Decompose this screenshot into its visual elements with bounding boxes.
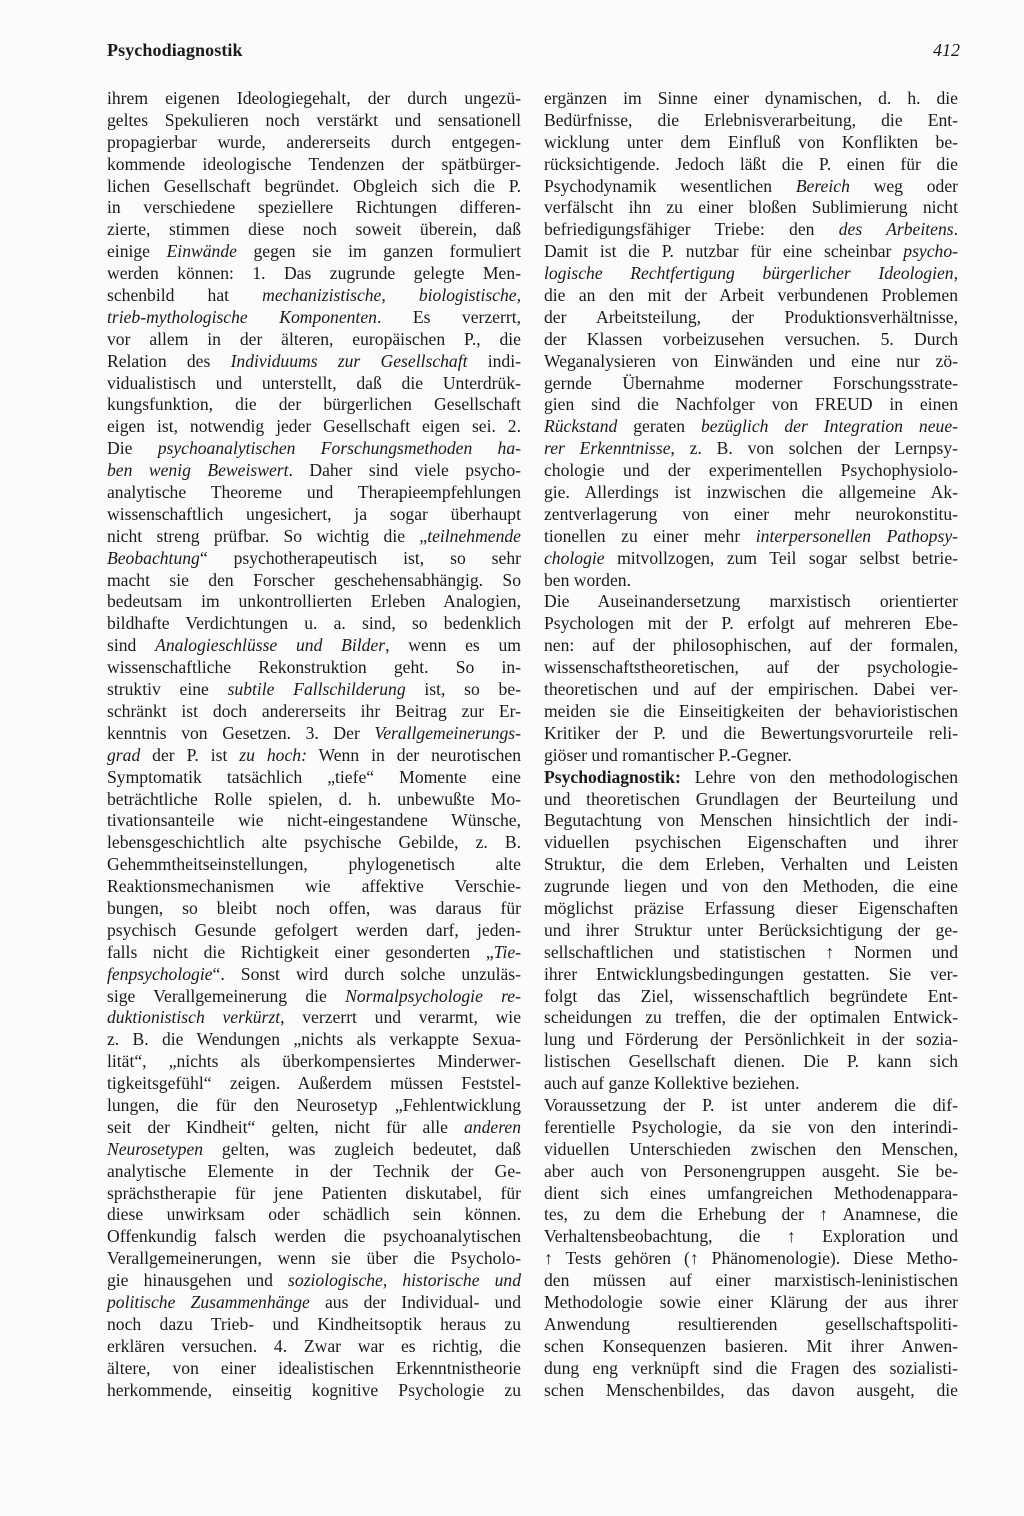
text-line: ältere, von einer idealistischen Erkenntnistheorie [107, 1357, 521, 1378]
text-line: geltes Spekulieren noch verstärkt und sensationell [107, 109, 521, 130]
text-line: der Arbeitsteilung, der Produktionsverhältnisse, [544, 306, 958, 327]
text-line: lität“, „nichts als überkompensiertes Minderwer- [107, 1051, 521, 1072]
text-line: ferentielle Psychologie, da sie von den interindi- [544, 1116, 958, 1137]
text-line: logische Rechtfertigung bürgerlicher Ideologien, [544, 263, 958, 284]
text-line: werden können: 1. Das zugrunde gelegte Men- [107, 263, 521, 284]
text-line: Methodologie sowie einer Klärung der aus ihrer [544, 1291, 958, 1312]
text-line: sige Verallgemeinerung die Normalpsychologie re- [107, 985, 521, 1006]
text-line: Verhaltensbeobachtung, die ↑ Exploration und [544, 1226, 958, 1247]
text-line: falls nicht die Richtigkeit einer gesonderten „Tie- [107, 941, 521, 962]
text-line: listischen Gesellschaft dienen. Die P. kann sich [544, 1051, 958, 1072]
text-line: folgt das Ziel, wissenschaftlich begründete Ent- [544, 985, 958, 1006]
text-line: viduellen psychischen Eigenschaften und ihrer [544, 832, 958, 853]
text-line: bedeutsam im unkontrollierten Erleben Analogien, [107, 591, 521, 612]
text-line: sprächstherapie für jene Patienten diskutabel, für [107, 1182, 521, 1203]
text-line: einige Einwände gegen sie im ganzen formuliert [107, 241, 522, 262]
text-line: Beobachtung“ psychotherapeutisch ist, so sehr [107, 547, 521, 568]
text-line: bungen, so bleibt noch offen, was daraus für [107, 897, 521, 918]
text-line: Psychodiagnostik: Lehre von den methodologischen [544, 766, 958, 787]
text-line: den müssen auf einer marxistisch-leninistischen [544, 1270, 958, 1291]
text-line: Bedürfnisse, die Erlebnisverarbeitung, die Ent- [544, 109, 958, 130]
page-number: 412 [933, 40, 960, 60]
text-line: Struktur, die dem Erleben, Verhalten und Leisten [544, 854, 958, 875]
text-line: lichen Gesellschaft begründet. Obgleich sich die P. [107, 175, 521, 196]
text-line: rer Erkenntnisse, z. B. von solchen der Lernpsy- [544, 438, 958, 459]
text-line: bildhafte Verdichtungen u. a. sind, so bedenklich [107, 613, 521, 634]
text-line: vor allem in der älteren, europäischen P., die [107, 328, 521, 349]
text-line: schenbild hat mechanizistische, biologistische, [107, 285, 521, 306]
text-line: Relation des Individuums zur Gesellschaft indi- [107, 350, 521, 371]
text-line: dient sich eines umfangreichen Methodenappara- [544, 1182, 958, 1203]
text-line: tigkeitsgefühl“ zeigen. Außerdem müssen Feststel- [107, 1073, 521, 1094]
text-line: ben wenig Beweiswert. Daher sind viele psycho- [107, 460, 521, 481]
text-line: Voraussetzung der P. ist unter anderem die dif- [544, 1094, 958, 1115]
running-header-title: Psychodiagnostik [107, 40, 243, 60]
text-line: beträchtliche Rolle spielen, d. h. unbewußte Mo- [107, 788, 521, 809]
text-line: scheidungen zu treffen, die der optimalen Entwick- [544, 1007, 958, 1028]
text-line: verfälscht ihn zu einer bloßen Sublimierung nicht [544, 197, 958, 218]
text-line: zentverlagerung von einer mehr neurokonstitu- [544, 503, 958, 524]
text-line: befriedigungsfähiger Triebe: den des Arbeitens. [544, 219, 959, 240]
text-line: und theoretischen Grundlagen der Beurteilung und [544, 788, 958, 809]
text-line: in verschiedene speziellere Richtungen differen- [107, 197, 521, 218]
text-line: wissenschaftlich ungesichert, ja sogar überhaupt [107, 503, 521, 524]
text-line: schen Konsequenzen basieren. Mit ihrer Anwen- [544, 1335, 958, 1356]
text-line: ben worden. [544, 569, 631, 590]
text-line: Psychodynamik wesentlichen Bereich weg oder [544, 175, 959, 196]
text-line: psychisch Gesunde gefolgert werden darf, jeden- [107, 919, 521, 940]
text-line: herkommende, einseitig kognitive Psychologie zu [107, 1379, 521, 1400]
text-line: und ihrer Struktur unter Berücksichtigung der ge- [544, 919, 958, 940]
text-line: lungen, die für den Neurosetyp „Fehlentwicklung [107, 1094, 521, 1115]
text-line: kungsfunktion, die der bürgerlichen Gesellschaft [107, 394, 521, 415]
text-line: lebensgeschichtlich alte psychische Gebilde, z. B. [107, 832, 521, 853]
text-line: Die psychoanalytischen Forschungsmethoden ha- [107, 438, 521, 459]
text-line: wicklung unter dem Einfluß von Konflikten be- [544, 131, 958, 152]
text-line: Gehemmtheitseinstellungen, phylogenetisch alte [107, 854, 521, 875]
text-line: schen Menschenbildes, das davon ausgeht, die [544, 1379, 958, 1400]
text-line: Verallgemeinerungen, wenn sie über die Psycholo- [107, 1248, 521, 1269]
text-line: Psychologen mit der P. erfolgt auf mehreren Ebe- [544, 613, 958, 634]
text-line: ergänzen im Sinne einer dynamischen, d. h. die [544, 88, 958, 108]
text-line: Damit ist die P. nutzbar für eine scheinbar psycho- [544, 241, 958, 262]
text-line: meiden sie die Einseitigkeiten der behavioristischen [544, 700, 958, 721]
text-line: macht sie den Forscher geschehensabhängig. So [107, 569, 521, 590]
text-line: Die Auseinandersetzung marxistisch orientierter [544, 591, 958, 612]
text-line: wissenschaftliche Rekonstruktion geht. So in- [107, 657, 521, 678]
text-line: fenpsychologie“. Sonst wird durch solche unzuläs- [107, 963, 521, 984]
text-line: trieb-mythologische Komponenten. Es verzerrt, [107, 306, 521, 327]
text-line: diese unwirksam oder schädlich sein können. [107, 1204, 521, 1225]
text-line: giöser und romantischer P.-Gegner. [544, 744, 792, 765]
text-line: gie hinausgehen und soziologische, historische und [107, 1270, 521, 1291]
text-line: struktiv eine subtile Fallschilderung ist, so be- [107, 679, 521, 700]
text-line: ↑ Tests gehören (↑ Phänomenologie). Diese Metho- [544, 1248, 958, 1269]
text-column-right [544, 88, 958, 1401]
text-line: politische Zusammenhänge aus der Individual- und [107, 1291, 522, 1312]
text-line: seit der Kindheit“ gelten, nicht für alle anderen [107, 1116, 521, 1137]
text-line: gien sind die Nachfolger von FREUD in einen [544, 394, 958, 415]
text-line: der Klassen vorbeizusehen versuchen. 5. Durch [544, 328, 958, 349]
text-line: Symptomatik tatsächlich „tiefe“ Momente eine [107, 766, 521, 787]
text-line: nicht streng prüfbar. So wichtig die „teilnehmende [107, 525, 521, 546]
text-line: wissenschaftstheoretischen, auf der psychologie- [544, 657, 958, 678]
text-line: chologie mitvollzogen, zum Teil sogar selbst betrie- [544, 547, 958, 568]
text-line: dung eng verknüpft sind die Fragen des sozialisti- [544, 1357, 958, 1378]
text-line: möglichst präzise Erfassung dieser Eigenschaften [544, 897, 958, 918]
text-line: tivationsanteile wie nicht-eingestandene Wünsche, [107, 810, 521, 831]
text-line: Begutachtung von Menschen hinsichtlich der indi- [544, 810, 958, 831]
text-line: Reaktionsmechanismen wie affektive Verschie- [107, 876, 521, 897]
text-line: tionellen zu einer mehr interpersonellen Pathopsy- [544, 525, 958, 546]
text-line: z. B. die Wendungen „nichts als verkappte Sexua- [107, 1029, 521, 1050]
text-line: eigen ist, notwendig jeder Gesellschaft eigen sei. 2. [107, 416, 521, 437]
text-line: Neurosetypen gelten, was zugleich bedeutet, daß [107, 1138, 521, 1159]
text-line: gernde Übernahme moderner Forschungsstrate- [544, 372, 958, 393]
text-line: auch auf ganze Kollektive beziehen. [544, 1073, 800, 1094]
text-line: lung und Förderung der Persönlichkeit in der sozia- [544, 1029, 958, 1050]
text-line: kommende ideologische Tendenzen der spätbürger- [107, 153, 521, 174]
text-line: grad der P. ist zu hoch: Wenn in der neurotischen [107, 744, 521, 765]
text-line: gie. Allerdings ist inzwischen die allgemeine Ak- [544, 482, 958, 503]
text-line: sellschaftlichen und statistischen ↑ Normen und [544, 941, 958, 962]
text-column-left [107, 88, 521, 1401]
text-line: Kritiker der P. und die Bewertungsvorurteile reli- [544, 722, 958, 743]
text-line: duktionistisch verkürzt, verzerrt und verarmt, wie [107, 1007, 522, 1028]
text-line: vidualistisch und unterstellt, daß die Unterdrük- [107, 372, 521, 393]
text-line: chologie und der experimentellen Psychophysiolo- [544, 460, 958, 481]
text-line: rücksichtigende. Jedoch läßt die P. einen für die [544, 153, 958, 174]
text-line: kenntnis von Gesetzen. 3. Der Verallgemeinerungs- [107, 722, 521, 743]
text-line: erklären versuchen. 4. Zwar war es richtig, die [107, 1335, 521, 1356]
text-line: Rückstand geraten bezüglich der Integration neue- [544, 416, 958, 437]
text-line: Anwendung resultierenden gesellschaftspoliti- [544, 1313, 958, 1334]
text-line: analytische Elemente in der Technik der Ge- [107, 1160, 521, 1181]
text-line: analytische Theoreme und Therapieempfehlungen [107, 482, 521, 503]
text-line: theoretischen und auf der empirischen. Dabei ver- [544, 679, 958, 700]
text-line: viduellen Unterschieden zwischen den Menschen, [544, 1138, 958, 1159]
text-line: noch dazu Trieb- und Kindheitsoptik heraus zu [107, 1313, 521, 1334]
text-line: nen: auf der philosophischen, auf der formalen, [544, 635, 958, 656]
text-line: ihrem eigenen Ideologiegehalt, der durch ungezü- [107, 88, 521, 108]
text-line: Weganalysieren von Einwänden und eine nur zö- [544, 350, 958, 371]
text-line: die an den mit der Arbeit verbundenen Problemen [544, 285, 958, 306]
text-line: sind Analogieschlüsse und Bilder, wenn es um [107, 635, 521, 656]
text-line: propagierbar wurde, andererseits durch entgegen- [107, 131, 521, 152]
text-line: zugrunde liegen und von den Methoden, die eine [544, 876, 958, 897]
text-line: ihrer Entwicklungsbedingungen gestatten. Sie ver- [544, 963, 958, 984]
text-line: aber auch von Personengruppen ausgeht. Sie be- [544, 1160, 958, 1181]
text-line: zierte, stimmen diese noch soweit überein, daß [107, 219, 521, 240]
text-line: Offenkundig falsch werden die psychoanalytischen [107, 1226, 521, 1247]
text-line: schränkt ist doch andererseits ihr Beitrag zur Er- [107, 700, 521, 721]
text-line: tes, zu dem die Erhebung der ↑ Anamnese, die [544, 1204, 958, 1225]
